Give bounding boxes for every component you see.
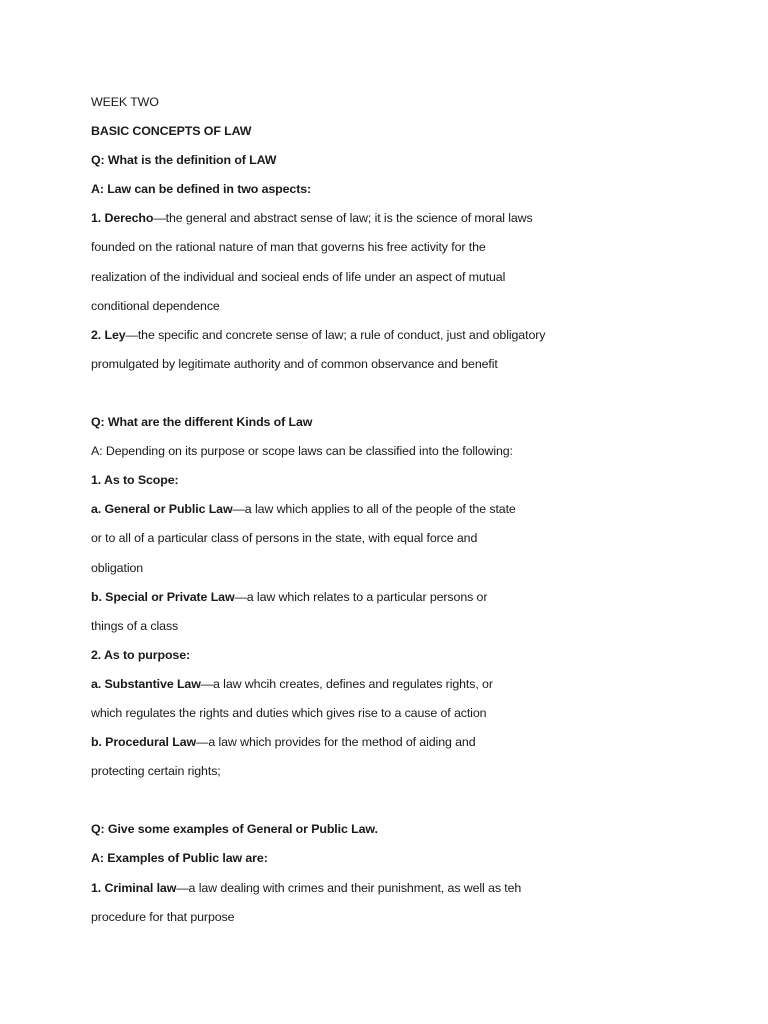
ley-continuation-1: promulgated by legitimate authority and of common observance and benefit	[91, 356, 498, 371]
substantive-law-term: a. Substantive Law	[91, 676, 201, 691]
answer-examples: A: Examples of Public law are:	[91, 851, 268, 866]
ley-line	[91, 325, 751, 354]
document-title: BASIC CONCEPTS OF LAW	[91, 124, 252, 139]
general-law-definition: —a law which applies to all of the people of the state	[232, 502, 516, 517]
special-law-line	[91, 587, 751, 616]
criminal-law-definition: —a law dealing with crimes and their punishment, as well as teh	[176, 880, 522, 895]
substantive-law-line	[91, 674, 751, 703]
procedural-law-continuation-1: protecting certain rights;	[91, 764, 221, 779]
document-body	[91, 92, 751, 936]
general-law-term: a. General or Public Law	[91, 502, 233, 517]
criminal-law-continuation-1: procedure for that purpose	[91, 909, 235, 924]
special-law-term: b. Special or Private Law	[91, 589, 235, 604]
derecho-line	[91, 208, 751, 237]
general-law-line	[91, 499, 751, 528]
derecho-term: 1. Derecho	[91, 211, 154, 226]
answer-kinds: A: Depending on its purpose or scope laws can be classified into the following:	[91, 444, 513, 459]
general-law-continuation-1: or to all of a particular class of persons in the state, with equal force and	[91, 531, 478, 546]
ley-term: 2. Ley	[91, 327, 126, 342]
question-kinds: Q: What are the different Kinds of Law	[91, 415, 313, 430]
paragraph-gap	[91, 383, 751, 412]
purpose-heading: 2. As to purpose:	[91, 647, 191, 662]
special-law-definition: —a law which relates to a particular persons or	[234, 589, 488, 604]
general-law-continuation-2: obligation	[91, 560, 144, 575]
derecho-continuation-3: conditional dependence	[91, 298, 220, 313]
substantive-law-continuation-1: which regulates the rights and duties which gives rise to a cause of action	[91, 705, 487, 720]
ley-definition: —the specific and concrete sense of law; a rule of conduct, just and obligatory	[125, 327, 546, 342]
derecho-continuation-1: founded on the rational nature of man that governs his free activity for the	[91, 240, 486, 255]
paragraph-gap	[91, 790, 751, 819]
criminal-law-term: 1. Criminal law	[91, 880, 177, 895]
special-law-continuation-1: things of a class	[91, 618, 179, 633]
procedural-law-line	[91, 732, 751, 761]
question-examples: Q: Give some examples of General or Public Law.	[91, 822, 378, 837]
section-label: WEEK TWO	[91, 95, 159, 109]
scope-heading: 1. As to Scope:	[91, 473, 179, 488]
derecho-definition: —the general and abstract sense of law; it is the science of moral laws	[153, 211, 533, 226]
procedural-law-term: b. Procedural Law	[91, 735, 197, 750]
derecho-continuation-2: realization of the individual and socieal ends of life under an aspect of mutual	[91, 269, 506, 284]
procedural-law-definition: —a law which provides for the method of aiding and	[196, 735, 476, 750]
answer-definition: A: Law can be defined in two aspects:	[91, 182, 312, 197]
question-definition: Q: What is the definition of LAW	[91, 153, 277, 168]
substantive-law-definition: —a law whcih creates, defines and regulates rights, or	[200, 676, 493, 691]
criminal-law-line	[91, 878, 751, 907]
